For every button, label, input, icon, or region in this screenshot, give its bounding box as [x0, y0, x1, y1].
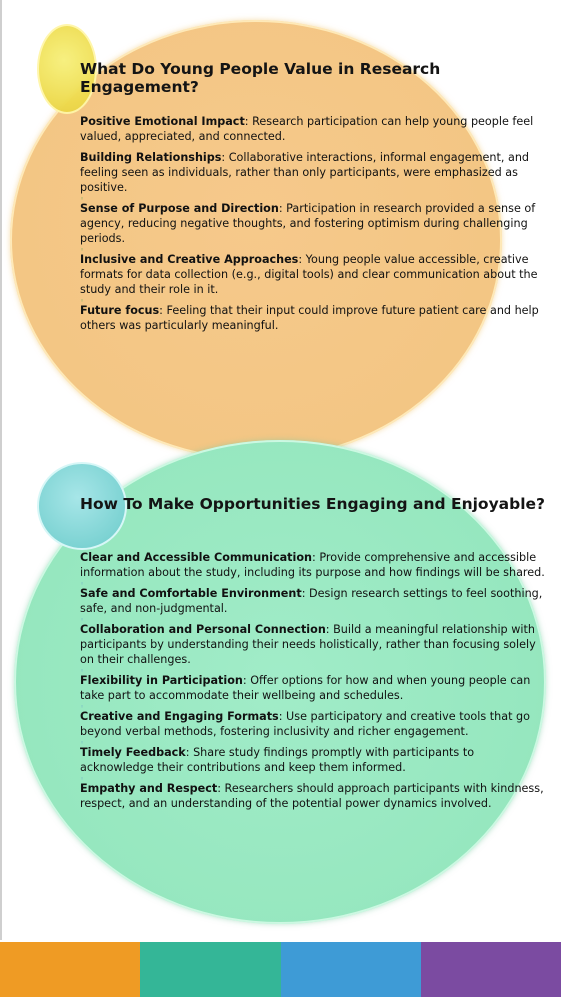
- list-item: [80, 775, 548, 811]
- item-text: : Build a meaningful relationship with participants by understanding their needs holistically, rather than focusing solely on their challenges.: [80, 623, 536, 666]
- item-label: Clear and Accessible Communication: [80, 551, 312, 564]
- list-item: [80, 580, 548, 616]
- section-title-values: What Do Young People Value in Research Engagement?: [80, 60, 441, 96]
- footer-block-orange: [0, 942, 140, 997]
- bullet-icon: ◦: [80, 667, 85, 675]
- item-text: : Use participatory and creative tools that go beyond verbal methods, fostering inclusivity and richer engagement.: [80, 710, 530, 738]
- list-item: [80, 114, 548, 144]
- engagement-list: [80, 550, 548, 817]
- list-item: [80, 297, 548, 333]
- list-item: [80, 616, 548, 667]
- item-text: : Participation in research provided a sense of agency, reducing negative thoughts, and fostering optimism during challenging periods.: [80, 202, 536, 245]
- footer-color-bar: [0, 942, 561, 997]
- footer-block-teal: [140, 942, 280, 997]
- item-label: Building Relationships: [80, 151, 222, 164]
- list-item: [80, 150, 548, 195]
- bullet-icon: ◦: [80, 703, 85, 711]
- bullet-icon: ◦: [80, 246, 85, 254]
- item-label: Inclusive and Creative Approaches: [80, 253, 299, 266]
- list-item: [80, 703, 548, 739]
- item-text: : Design research settings to feel soothing, safe, and non-judgmental.: [80, 587, 543, 615]
- bullet-icon: ◦: [80, 775, 85, 783]
- item-label: Flexibility in Participation: [80, 674, 243, 687]
- bullet-icon: ◦: [80, 297, 85, 305]
- item-text: : Offer options for how and when young people can take part to accommodate their wellbeing and schedules.: [80, 674, 531, 702]
- item-label: Sense of Purpose and Direction: [80, 202, 279, 215]
- item-text: : Provide comprehensive and accessible information about the study, including its purpose and how findings will be shared.: [80, 551, 545, 579]
- list-item: [80, 667, 548, 703]
- item-text: : Share study findings promptly with participants to acknowledge their contributions and keep them informed.: [80, 746, 475, 774]
- list-item: [80, 550, 548, 580]
- item-label: Timely Feedback: [80, 746, 186, 759]
- item-text: : Young people value accessible, creative formats for data collection (e.g., digital tools) and clear communication about the study and their role in it.: [80, 253, 538, 296]
- item-label: Creative and Engaging Formats: [80, 710, 279, 723]
- values-list: [80, 114, 548, 339]
- item-text: : Research participation can help young people feel valued, appreciated, and connected.: [80, 115, 534, 143]
- item-label: Future focus: [80, 304, 160, 317]
- list-item: [80, 246, 548, 297]
- item-label: Collaboration and Personal Connection: [80, 623, 326, 636]
- item-label: Safe and Comfortable Environment: [80, 587, 302, 600]
- footer-block-purple: [421, 942, 561, 997]
- bullet-icon: ◦: [80, 739, 85, 747]
- item-text: : Feeling that their input could improve future patient care and help others was particularly meaningful.: [80, 304, 539, 332]
- item-label: Positive Emotional Impact: [80, 115, 245, 128]
- section-title-engagement: How To Make Opportunities Engaging and Enjoyable?: [80, 495, 546, 513]
- page-left-border: [0, 0, 2, 940]
- list-item: [80, 739, 548, 775]
- list-item: [80, 195, 548, 246]
- bullet-icon: ◦: [80, 580, 85, 588]
- item-label: Empathy and Respect: [80, 782, 218, 795]
- footer-block-blue: [281, 942, 421, 997]
- bullet-icon: ◦: [80, 195, 85, 203]
- item-text: : Collaborative interactions, informal engagement, and feeling seen as individuals, rather than only participants, were emphasized as positive.: [80, 151, 530, 194]
- bullet-icon: ◦: [80, 616, 85, 624]
- item-text: : Researchers should approach participants with kindness, respect, and an understanding of the potential power dynamics involved.: [80, 782, 544, 810]
